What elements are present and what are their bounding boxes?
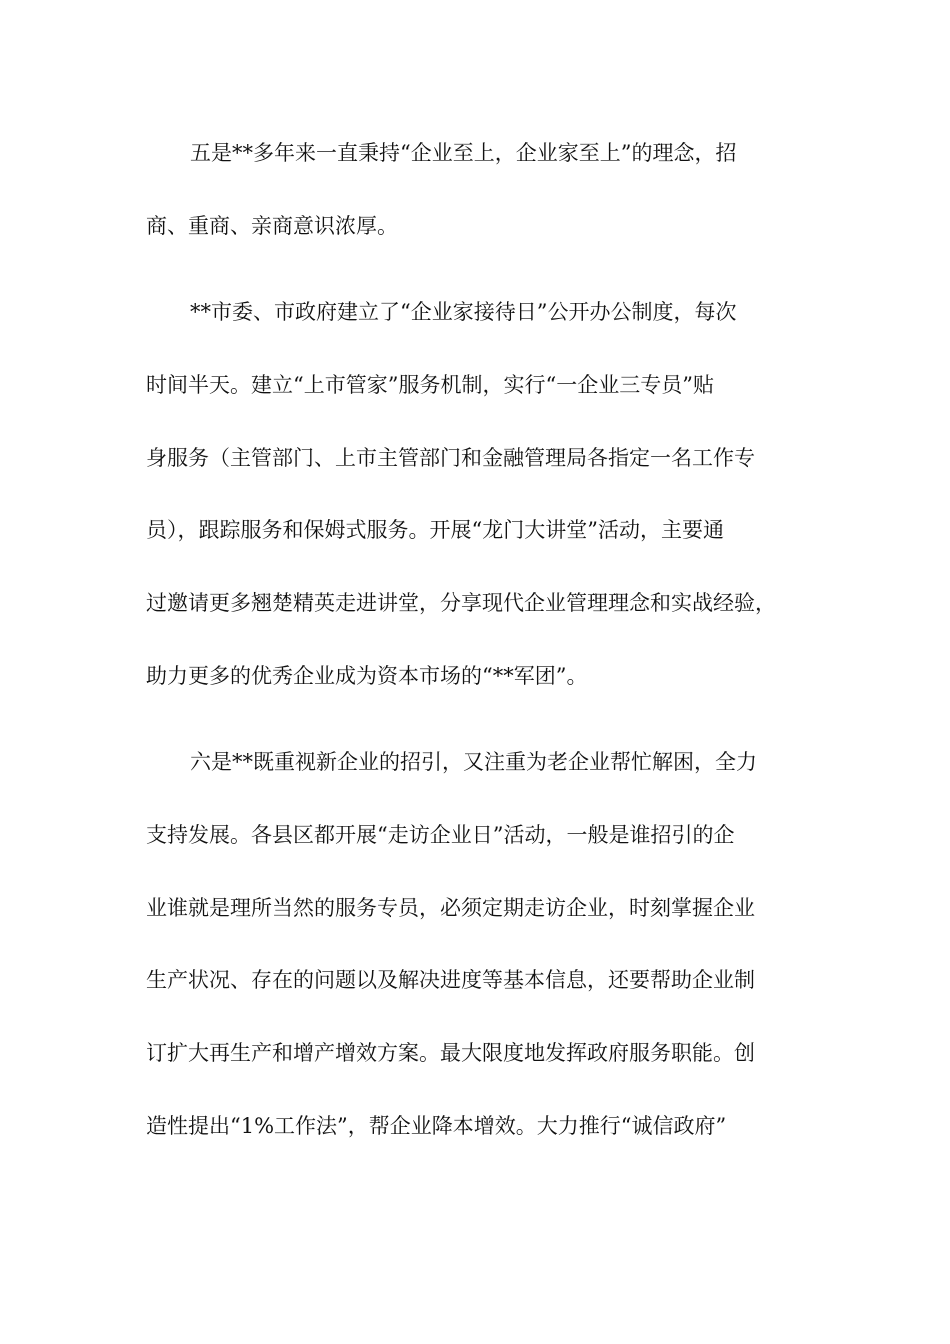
paragraph-1-line-1: 五是**多年来一直秉持“企业至上，企业家至上”的理念，招 <box>190 141 737 165</box>
paragraph-3-line-2: 支持发展。各县区都开展“走访企业日”活动，一般是谁招引的企 <box>146 823 735 847</box>
paragraph-3-line-1: 六是**既重视新企业的招引，又注重为老企业帮忙解困，全力 <box>190 750 757 774</box>
paragraph-2-line-1: **市委、市政府建立了“企业家接待日”公开办公制度，每次 <box>190 300 737 324</box>
paragraph-2-line-3: 身服务（主管部门、上市主管部门和金融管理局各指定一名工作专 <box>146 446 755 470</box>
paragraph-2-line-5: 过邀请更多翘楚精英走进讲堂，分享现代企业管理理念和实战经验， <box>146 591 776 615</box>
paragraph-3-line-4: 生产状况、存在的问题以及解决进度等基本信息，还要帮助企业制 <box>146 968 755 992</box>
paragraph-2-line-4: 员），跟踪服务和保姆式服务。开展“龙门大讲堂”活动，主要通 <box>146 518 724 542</box>
paragraph-3-line-5: 订扩大再生产和增产增效方案。最大限度地发挥政府服务职能。创 <box>146 1041 755 1065</box>
paragraph-2-line-2: 时间半天。建立“上市管家”服务机制，实行“一企业三专员”贴 <box>146 373 714 397</box>
paragraph-3-line-3: 业谁就是理所当然的服务专员，必须定期走访企业，时刻掌握企业 <box>146 896 755 920</box>
paragraph-1-line-2: 商、重商、亲商意识浓厚。 <box>146 214 398 238</box>
paragraph-3-line-6: 造性提出“1%工作法”，帮企业降本增效。大力推行“诚信政府” <box>146 1114 727 1138</box>
paragraph-2-line-6: 助力更多的优秀企业成为资本市场的“**军团”。 <box>146 664 588 688</box>
